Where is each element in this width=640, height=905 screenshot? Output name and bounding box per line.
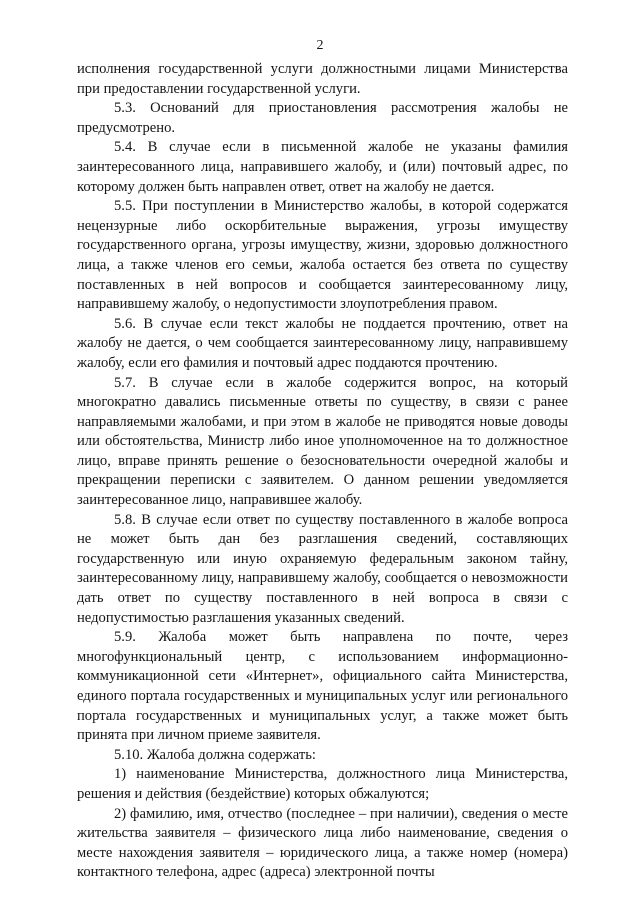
paragraph-5-8: 5.8. В случае если ответ по существу поставленного в жалобе вопроса не может быть дан без разглашения сведений, составляющих государственную или иную охраняемую федеральным законом тайну, заинтересованному лицу, направившему жалобу, сообщается о невозможности дать ответ по существу поставленного в ней вопроса в связи с недопустимостью разглашения указанных сведений. (77, 511, 568, 626)
list-item-2: 2) фамилию, имя, отчество (последнее – при наличии), сведения о месте жительства заявителя – физического лица либо наименование, сведения о месте нахождения заявителя – юридического лица, а также номер (номера) контактного телефона, адрес (адреса) электронной почты (77, 805, 568, 881)
paragraph-5-9: 5.9. Жалоба может быть направлена по почте, через многофункциональный центр, с использованием информационно-коммуникационной сети «Интернет», официального сайта Министерства, единого портала государственных и муниципальных услуг или регионального портала государственных и муниципальных услуг, а также может быть принята при личном приеме заявителя. (77, 629, 568, 744)
paragraph-5-3: 5.3. Оснований для приостановления рассмотрения жалобы не предусмотрено. (77, 100, 568, 136)
paragraph-5-6: 5.6. В случае если текст жалобы не поддается прочтению, ответ на жалобу не дается, о чем сообщается заинтересованному лицу, направившему жалобу, если его фамилия и почтовый адрес поддаются прочтению. (77, 315, 568, 371)
page-number: 2 (316, 38, 324, 53)
paragraph-continuation: исполнения государственной услуги должностными лицами Министерства при предоставлении государственной услуги. (77, 61, 568, 97)
paragraph-5-10: 5.10. Жалоба должна содержать: (114, 746, 316, 763)
document-body (77, 60, 568, 883)
paragraph-5-4: 5.4. В случае если в письменной жалобе не указаны фамилия заинтересованного лица, направившего жалобу, и (или) почтовый адрес, по которому должен быть направлен ответ, ответ на жалобу не дается. (77, 139, 568, 195)
list-item-1: 1) наименование Министерства, должностного лица Министерства, решения и действия (бездействие) которых обжалуются; (77, 766, 568, 802)
paragraph-5-7: 5.7. В случае если в жалобе содержится вопрос, на который многократно давались письменные ответы по существу, в связи с ранее направляемыми жалобами, и при этом в жалобе не приводятся новые доводы или обстоятельства, Министр либо иное уполномоченное на то должностное лицо, вправе принять решение о безосновательности очередной жалобы и прекращении переписки с заявителем. О данном решении уведомляется заинтересованное лицо, направившее жалобу. (77, 374, 568, 509)
paragraph-5-5: 5.5. При поступлении в Министерство жалобы, в которой содержатся нецензурные либо оскорбительные выражения, угрозы имуществу государственного органа, угрозы имуществу, жизни, здоровью должностного лица, а также членов его семьи, жалоба остается без ответа по существу поставленных в ней вопросов и сообщается заинтересованному лицу, направившему жалобу, о недопустимости злоупотребления правом. (77, 198, 568, 313)
